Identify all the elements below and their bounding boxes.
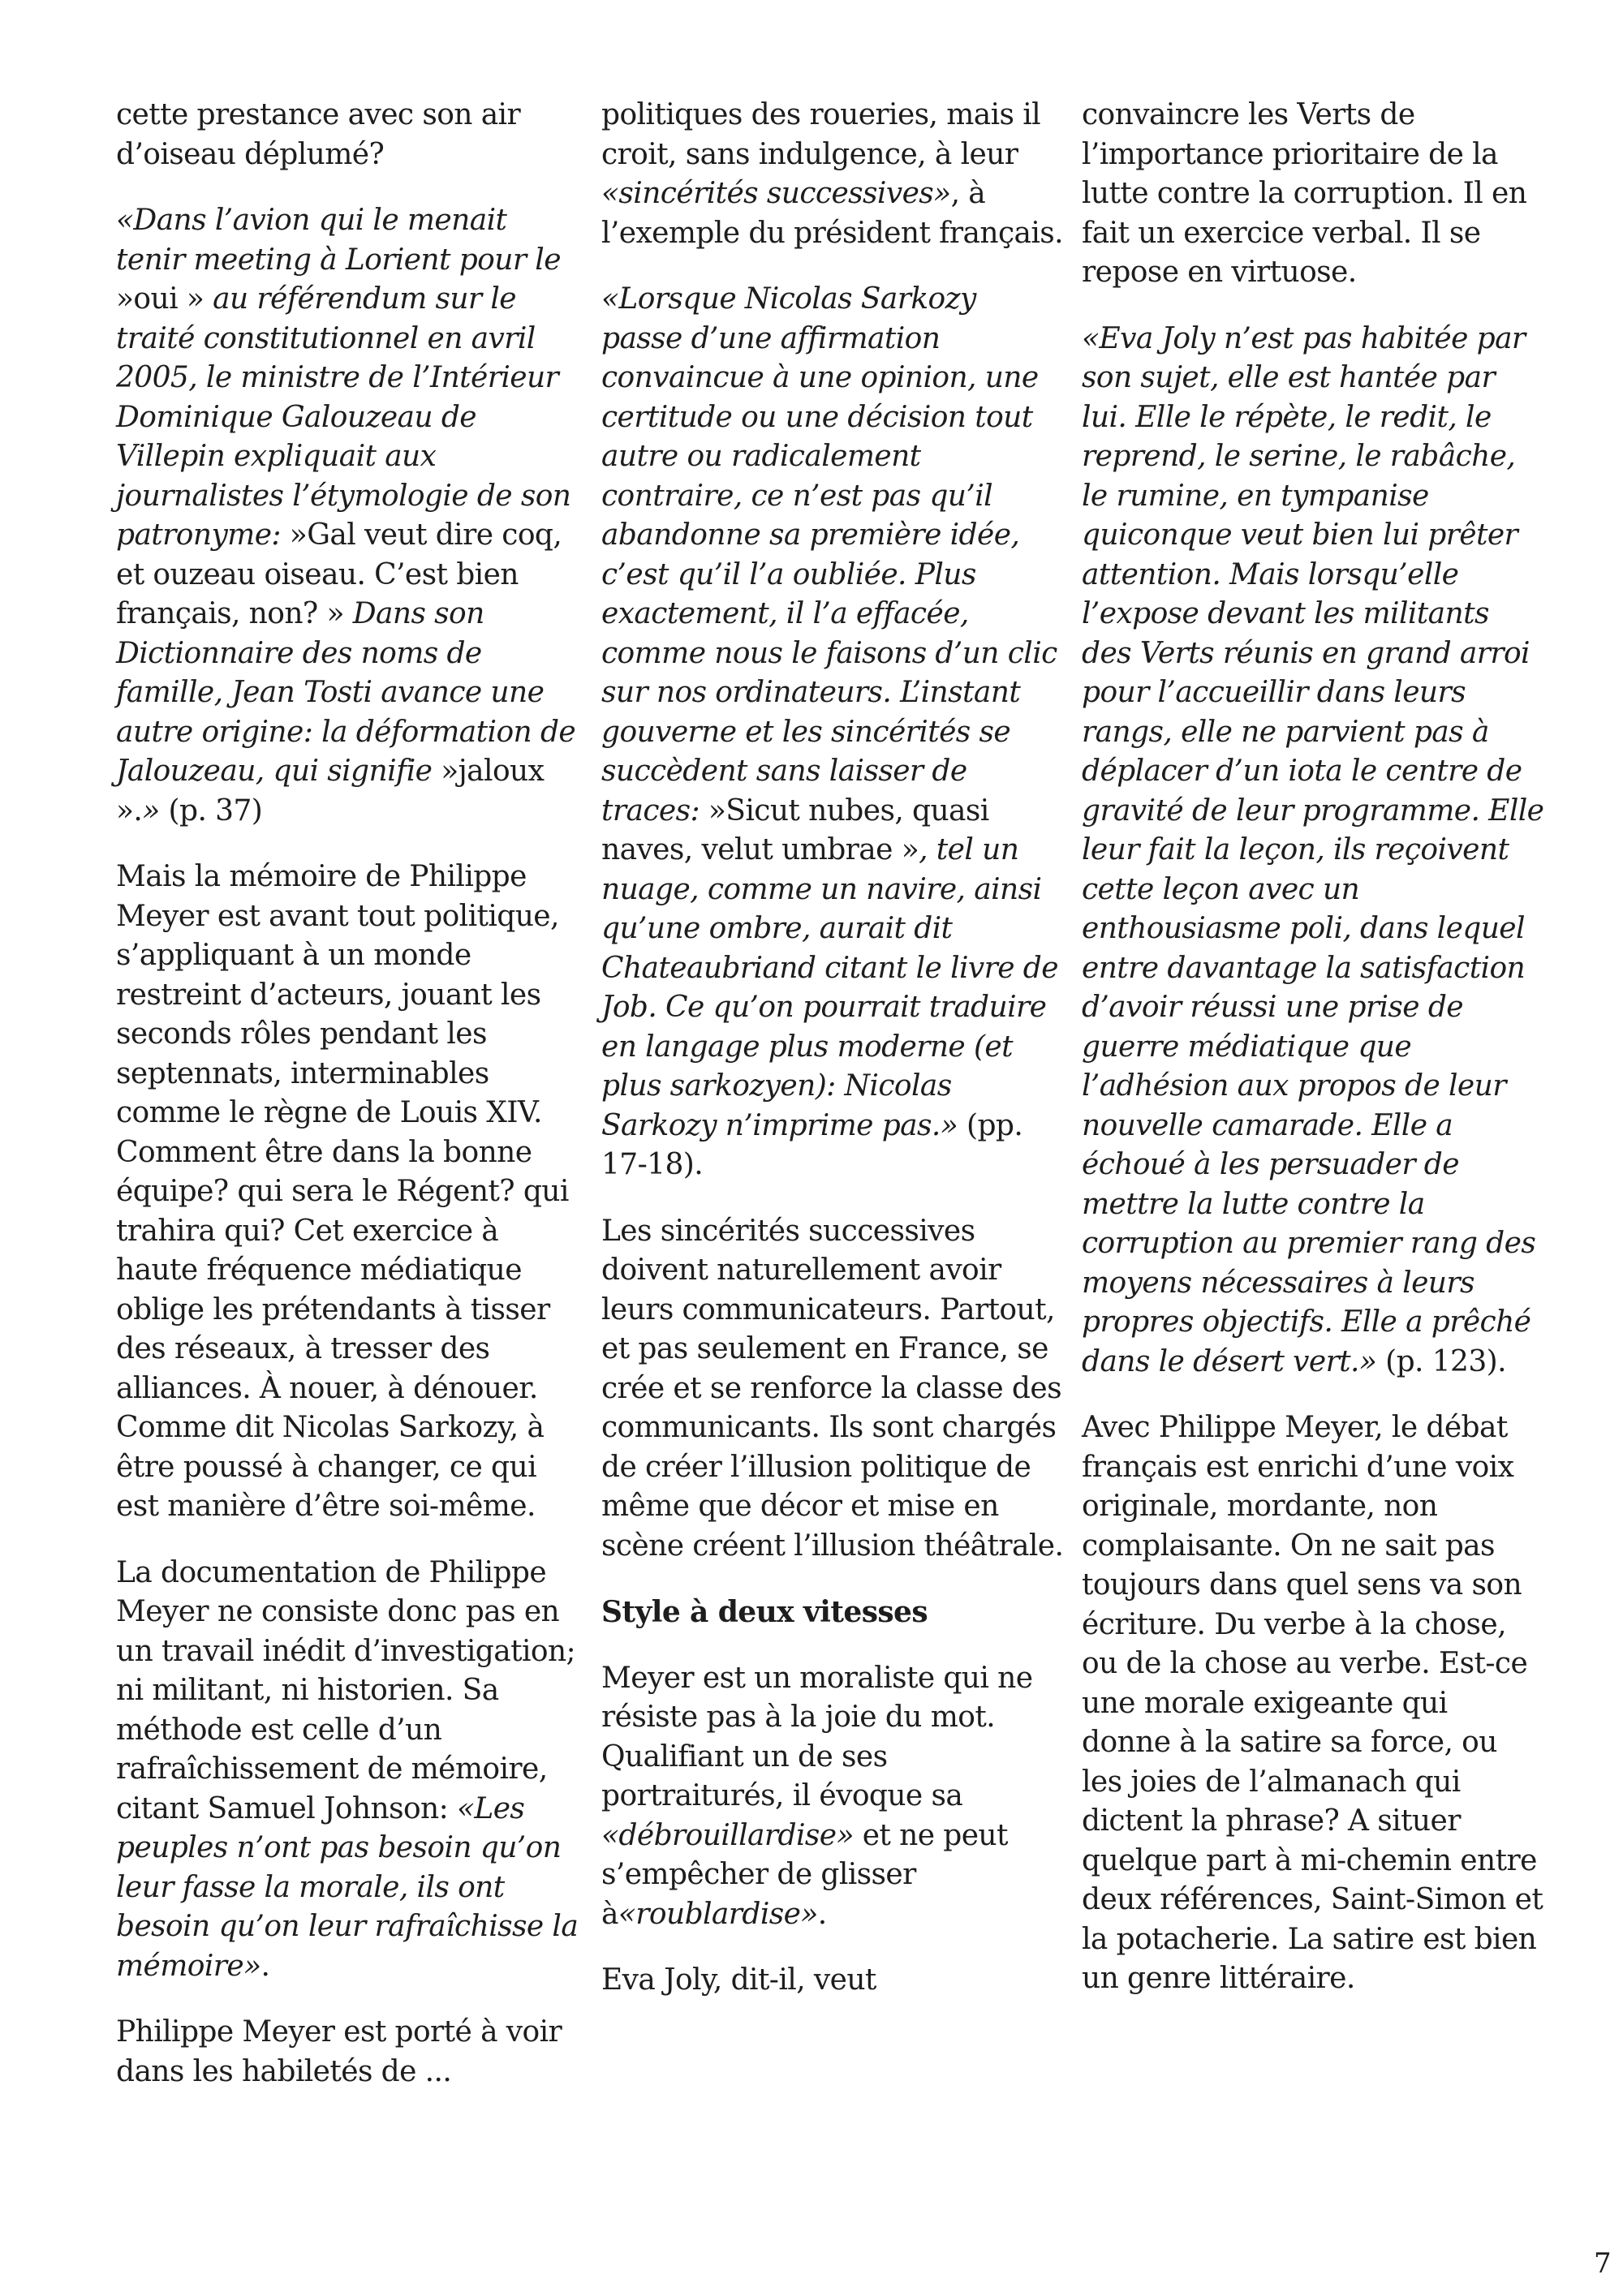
quote-text: «sincérités successives» — [601, 177, 951, 210]
quote-inner: »jaloux ». — [116, 755, 545, 828]
paragraph-text: politiques des roueries, mais il croit, sans indulgence, à leur — [601, 98, 1041, 171]
quote-text: «Les peuples n’ont pas besoin qu’on leur fasse la morale, ils ont besoin qu’on leur rafraîchisse la mémoire» — [116, 1791, 579, 1983]
paragraph: Avec Philippe Meyer, le débat français est enrichi d’une voix originale, mordante, non complaisante. On ne sait pas toujours dans quel sens va son écriture. Du verbe à la chose, ou de la chose au verbe. Est-ce une morale exigeante qui donne à la satire sa force, ou les joies de l’almanach qui dictent la phrase? A situer quelque part à mi-chemin entre deux références, Saint-Simon et la potacherie. La satire est bien un genre littéraire. — [1082, 1411, 1543, 1995]
paragraph-text: . — [817, 1897, 827, 1931]
quote-paragraph — [601, 280, 1064, 1185]
paragraph-text: Meyer est un moraliste qui ne résiste pas à la joie du mot. Qualifiant un de ses portraiturés, il évoque sa — [601, 1661, 1033, 1812]
page-reference: (pp. 17-18). — [601, 1108, 1023, 1181]
quote-text: «Lorsque Nicolas Sarkozy passe d’une affirmation convaincue à une opinion, une certitude ou une décision tout autre ou radicalement contraire, ce n’est pas qu’il abandonne sa première idée, c’est qu’il l’a oubliée. Plus exactement, il l’a effacée, comme nous le faisons d’un clic sur nos ordinateurs. L’instant gouverne et les sincérités se succèdent sans laisser de traces: — [601, 282, 1057, 828]
page-number: 7 — [1594, 2247, 1612, 2280]
paragraph-text: La documentation de Philippe Meyer ne consiste donc pas en un travail inédit d’investigation; ni militant, ni historien. Sa méthode est celle d’un rafraîchissement de mémoire, citant Samuel Johnson: — [116, 1555, 576, 1825]
quote-inner: »Gal veut dire coq, et ouzeau oiseau. C’est bien français, non? » — [116, 518, 562, 630]
quote-inner: »Sicut nubes, quasi naves, velut umbrae » — [601, 793, 989, 866]
paragraph: Mais la mémoire de Philippe Meyer est avant tout politique, s’appliquant à un monde restreint d’acteurs, jouant les seconds rôles pendant les septennats, interminables comme le règne de Louis XIV. Comment être dans la bonne équipe? qui sera le Régent? qui trahira qui? Cet exercice à haute fréquence médiatique oblige les prétendants à tisser des réseaux, à tresser des alliances. À nouer, à dénouer. Comme dit Nicolas Sarkozy, à être poussé à changer, ce qui est manière d’être soi-même. — [116, 860, 569, 1523]
section-heading: Style à deux vitesses — [601, 1595, 928, 1629]
paragraph: Philippe Meyer est porté à voir dans les habiletés de ... — [116, 2015, 562, 2088]
quote-text: «Dans l’avion qui le menait tenir meeting à Lorient pour le — [116, 204, 561, 277]
paragraph-text: . — [260, 1949, 270, 1983]
column-2 — [601, 96, 1064, 2027]
quote-inner: »oui » — [116, 282, 204, 316]
quote-paragraph — [1082, 320, 1544, 1382]
column-3 — [1082, 96, 1544, 2026]
quote-text: «roublardise» — [618, 1897, 818, 1931]
quote-text: , tel un nuage, comme un navire, ainsi qu’une ombre, aurait dit Chateaubriand citant le livre de Job. Ce qu’on pourrait traduire en langage plus moderne (et plus sarkozyen): Nicolas Sarkozy n’imprime pas.» — [601, 833, 1058, 1142]
paragraph-text: , à l’exemple du président français. — [601, 177, 1064, 250]
quote-text: «Eva Joly n’est pas habitée par son sujet, elle est hantée par lui. Elle le répète, le redit, le reprend, le serine, le rabâche, le rumine, en tympanise quiconque veut bien lui prêter attention. Mais lorsqu’elle l’expose devant les militants des Verts réunis en grand arroi pour l’accueillir dans leurs rangs, elle ne parvient pas à déplacer d’un iota le centre de gravité de leur programme. Elle leur fait la leçon, ils reçoivent cette leçon avec un enthousiasme poli, dans lequel entre davantage la satisfaction d’avoir réussi une prise de guerre médiatique que l’adhésion aux propos de leur nouvelle camarade. Elle a échoué à les persuader de mettre la lutte contre la corruption au premier rang des moyens nécessaires à leurs propres objectifs. Elle a prêché dans le désert vert.» — [1082, 321, 1544, 1378]
quote-text: Dans son Dictionnaire des noms de famille, Jean Tosti avance une autre origine: la déformation de Jalouzeau, qui signifie — [116, 597, 576, 788]
paragraph — [116, 1554, 579, 1987]
paragraph: cette prestance avec son air d’oiseau déplumé? — [116, 98, 521, 171]
paragraph: Eva Joly, dit-il, veut — [601, 1963, 876, 1997]
page-reference: (p. 123). — [1376, 1344, 1506, 1378]
paragraph-text: et ne peut s’empêcher de glisser à — [601, 1818, 1008, 1931]
paragraph — [601, 1659, 1064, 1935]
page-reference: (p. 37) — [159, 793, 263, 828]
quote-paragraph — [116, 201, 579, 831]
paragraph — [601, 96, 1064, 253]
paragraph: Les sincérités successives doivent naturellement avoir leurs communicateurs. Partout, et pas seulement en France, se crée et se renforce la classe des communicants. Ils sont chargés de créer l’illusion politique de même que décor et mise en scène créent l’illusion théâtrale. — [601, 1214, 1064, 1563]
column-1 — [116, 96, 579, 2118]
quote-text: au référendum sur le traité constitutionnel en avril 2005, le ministre de l’Intérieur Dominique Galouzeau de Villepin expliquait aux journalistes l’étymologie de son patronyme: — [116, 282, 571, 552]
paragraph: convaincre les Verts de l’importance prioritaire de la lutte contre la corruption. Il en fait un exercice verbal. Il se repose en virtuose. — [1082, 98, 1527, 289]
quote-close: » — [142, 793, 160, 828]
quote-text: «débrouillardise» — [601, 1818, 854, 1852]
